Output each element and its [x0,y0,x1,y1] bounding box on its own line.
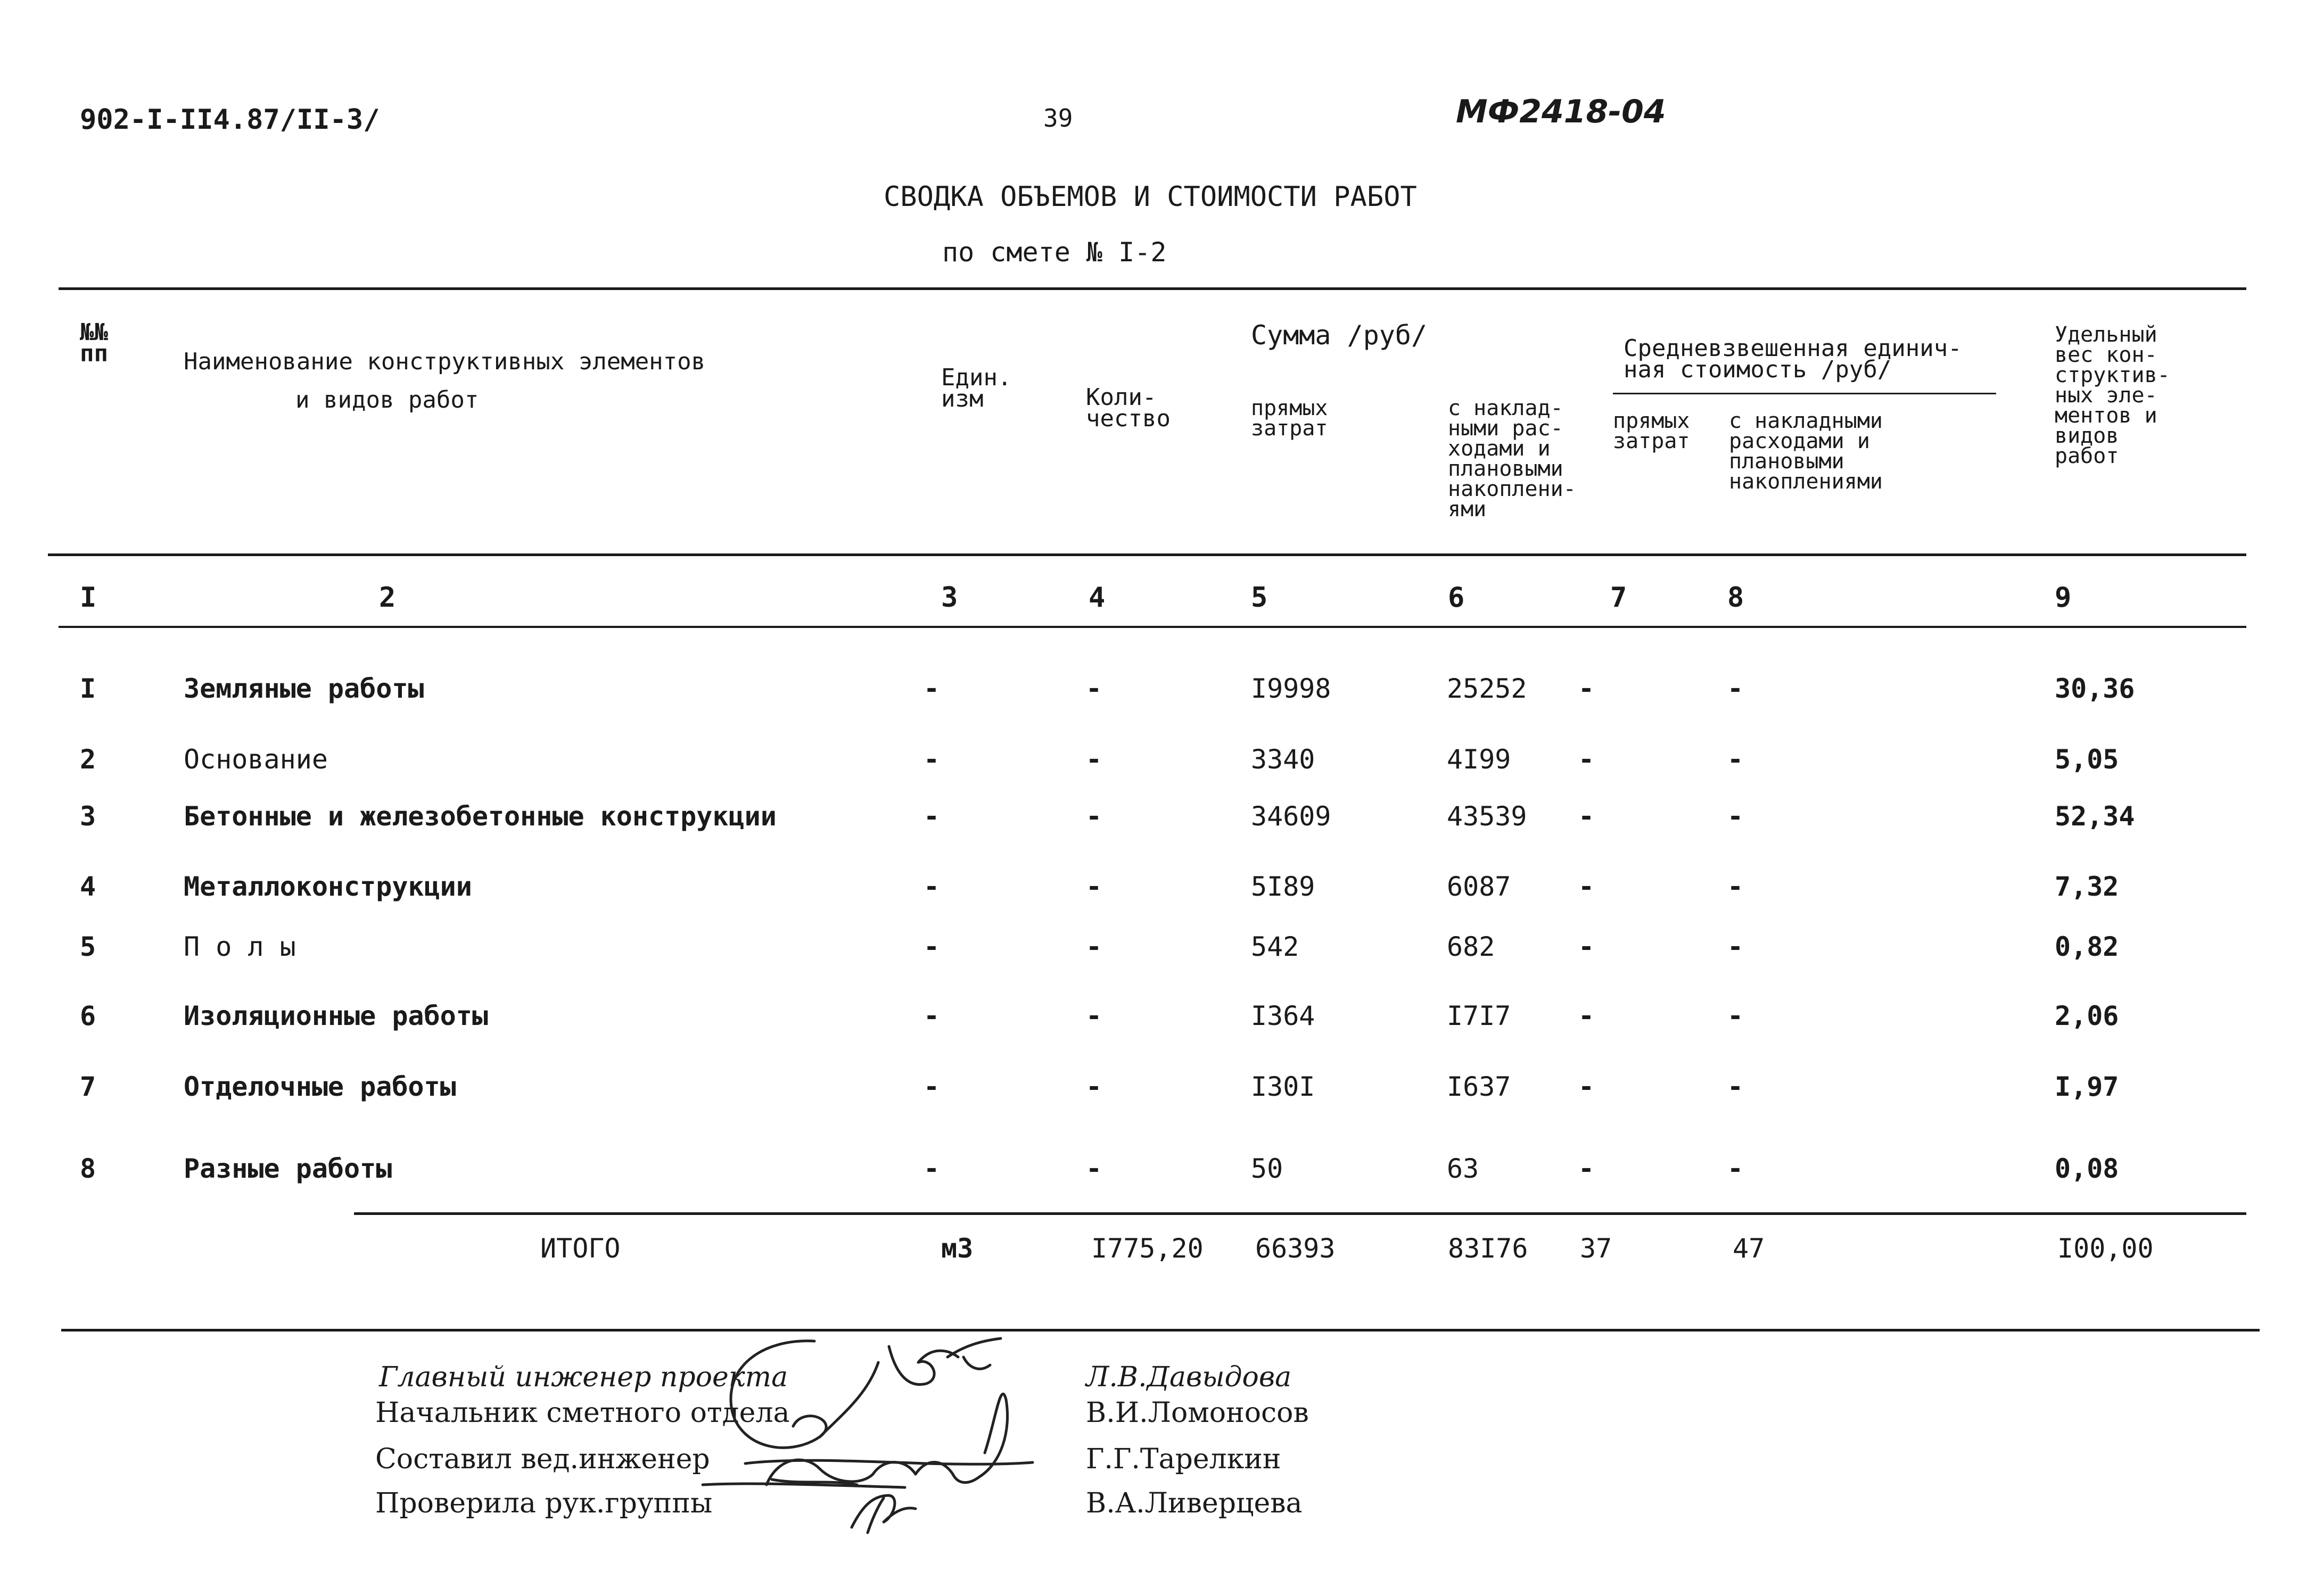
row-unit: - [924,1071,940,1102]
row-avg-direct: - [1578,1071,1595,1102]
row-avg-overhead: - [1727,801,1744,832]
row-unit: - [924,744,940,775]
page-number: 39 [1043,104,1073,133]
total-qty: I775,20 [1091,1233,1204,1264]
header-name: Наименование конструктивных элементов и видов работ [184,348,706,414]
avg-group-rule [1613,393,1996,394]
header-sum-group: Сумма /руб/ [1251,320,1428,351]
row-qty: - [1086,673,1102,704]
row-sum-direct: I364 [1251,1000,1315,1031]
row-qty: - [1086,1071,1102,1102]
row-number: I [80,673,96,704]
signature-name-4: В.А.Ливерцева [1086,1487,1303,1519]
row-unit: - [924,931,940,962]
colnum-1: I [80,582,97,614]
row-avg-direct: - [1578,801,1595,832]
total-sum-overhead: 83I76 [1448,1233,1528,1264]
row-sum-direct: 3340 [1251,744,1315,775]
row-number: 4 [80,871,96,902]
row-avg-direct: - [1578,1153,1595,1184]
total-share: I00,00 [2057,1233,2154,1264]
row-sum-overhead: 25252 [1447,673,1527,704]
colnum-6: 6 [1448,582,1465,614]
colnum-5: 5 [1251,582,1268,614]
signature-name-2: В.И.Ломоносов [1086,1397,1309,1429]
row-share: 52,34 [2055,801,2135,832]
row-number: 5 [80,931,96,962]
header-avg-overhead: с накладными расходами и плановыми накоплениями [1729,409,1883,494]
row-qty: - [1086,744,1102,775]
table-top-rule [59,287,2246,290]
header-avg-direct: прямых затрат [1613,409,1690,453]
row-name: П о л ы [184,931,296,962]
row-sum-overhead: I637 [1447,1071,1511,1102]
document-subtitle: по смете № I-2 [942,237,1167,268]
colnum-8: 8 [1727,582,1744,614]
colnum-2: 2 [379,582,396,614]
row-share: 30,36 [2055,673,2135,704]
row-share: 0,08 [2055,1153,2119,1184]
row-sum-direct: 34609 [1251,801,1331,832]
header-unit: Един. изм [941,364,1012,412]
row-name: Разные работы [184,1153,392,1184]
header-share: Удельный вес кон- структив- ных эле- ментов и видов работ [2055,322,2170,468]
colnum-bottom-rule [59,626,2246,628]
row-sum-direct: 5I89 [1251,871,1315,902]
table-bottom-rule [61,1329,2260,1332]
row-sum-overhead: I7I7 [1447,1000,1511,1031]
colnum-9: 9 [2055,582,2072,614]
document-code: 902-I-II4.87/II-3/ [80,104,380,136]
header-qty: Коли- чество [1086,384,1171,432]
row-avg-overhead: - [1727,744,1744,775]
row-name: Металлоконструкции [184,871,472,902]
signature-role-2: Начальник сметного отдела [375,1397,790,1429]
row-unit: - [924,871,940,902]
header-bottom-rule [48,553,2246,556]
row-sum-overhead: 4I99 [1447,744,1511,775]
row-number: 7 [80,1071,96,1102]
row-unit: - [924,1000,940,1031]
total-unit: м3 [941,1233,974,1264]
row-avg-overhead: - [1727,673,1744,704]
row-name: Земляные работы [184,673,424,704]
colnum-4: 4 [1089,582,1106,614]
row-avg-direct: - [1578,673,1595,704]
row-share: 5,05 [2055,744,2119,775]
colnum-3: 3 [941,582,958,614]
signature-role-4: Проверила рук.группы [375,1487,713,1519]
row-share: 7,32 [2055,871,2119,902]
row-sum-overhead: 43539 [1447,801,1527,832]
row-share: 0,82 [2055,931,2119,962]
row-avg-direct: - [1578,744,1595,775]
row-sum-direct: I9998 [1251,673,1331,704]
row-avg-overhead: - [1727,1000,1744,1031]
row-number: 3 [80,801,96,832]
row-sum-overhead: 63 [1447,1153,1479,1184]
row-name: Бетонные и железобетонные конструкции [184,801,777,832]
total-top-rule [354,1212,2246,1215]
row-qty: - [1086,871,1102,902]
row-qty: - [1086,1000,1102,1031]
row-avg-overhead: - [1727,931,1744,962]
header-num: №№ пп [80,319,108,367]
row-sum-direct: 542 [1251,931,1299,962]
handwritten-signatures [681,1325,1075,1549]
row-sum-direct: 50 [1251,1153,1283,1184]
header-sum-direct: прямых затрат [1251,396,1328,441]
row-qty: - [1086,801,1102,832]
row-avg-direct: - [1578,931,1595,962]
row-avg-overhead: - [1727,1153,1744,1184]
row-name: Отделочные работы [184,1071,456,1102]
document-stamp: МФ2418-04 [1456,93,1666,130]
row-qty: - [1086,931,1102,962]
row-avg-direct: - [1578,871,1595,902]
document-title: СВОДКА ОБЪЕМОВ И СТОИМОСТИ РАБОТ [884,181,1417,213]
row-share: I,97 [2055,1071,2119,1102]
row-avg-overhead: - [1727,1071,1744,1102]
total-label: ИТОГО [540,1233,621,1264]
row-unit: - [924,673,940,704]
row-qty: - [1086,1153,1102,1184]
row-sum-overhead: 682 [1447,931,1495,962]
signature-role-3: Составил вед.инженер [375,1443,710,1475]
row-avg-overhead: - [1727,871,1744,902]
total-avg-overhead: 47 [1733,1233,1765,1264]
row-share: 2,06 [2055,1000,2119,1031]
row-unit: - [924,1153,940,1184]
row-name: Основание [184,744,328,775]
total-sum-direct: 66393 [1255,1233,1336,1264]
signature-role-1: Главный инженер проекта [379,1361,788,1393]
row-sum-direct: I30I [1251,1071,1315,1102]
row-avg-direct: - [1578,1000,1595,1031]
row-unit: - [924,801,940,832]
row-number: 6 [80,1000,96,1031]
total-avg-direct: 37 [1580,1233,1612,1264]
signature-name-3: Г.Г.Тарелкин [1086,1443,1281,1475]
header-avg-group: Средневзвешенная единич- ная стоимость /руб/ [1624,335,1962,383]
row-number: 8 [80,1153,96,1184]
header-sum-overhead: с наклад- ными рас- ходами и плановыми накоплени- ями [1448,396,1576,522]
row-name: Изоляционные работы [184,1000,488,1031]
row-sum-overhead: 6087 [1447,871,1511,902]
colnum-7: 7 [1610,582,1627,614]
row-number: 2 [80,744,96,775]
signature-name-1: Л.В.Давыдова [1086,1361,1292,1393]
